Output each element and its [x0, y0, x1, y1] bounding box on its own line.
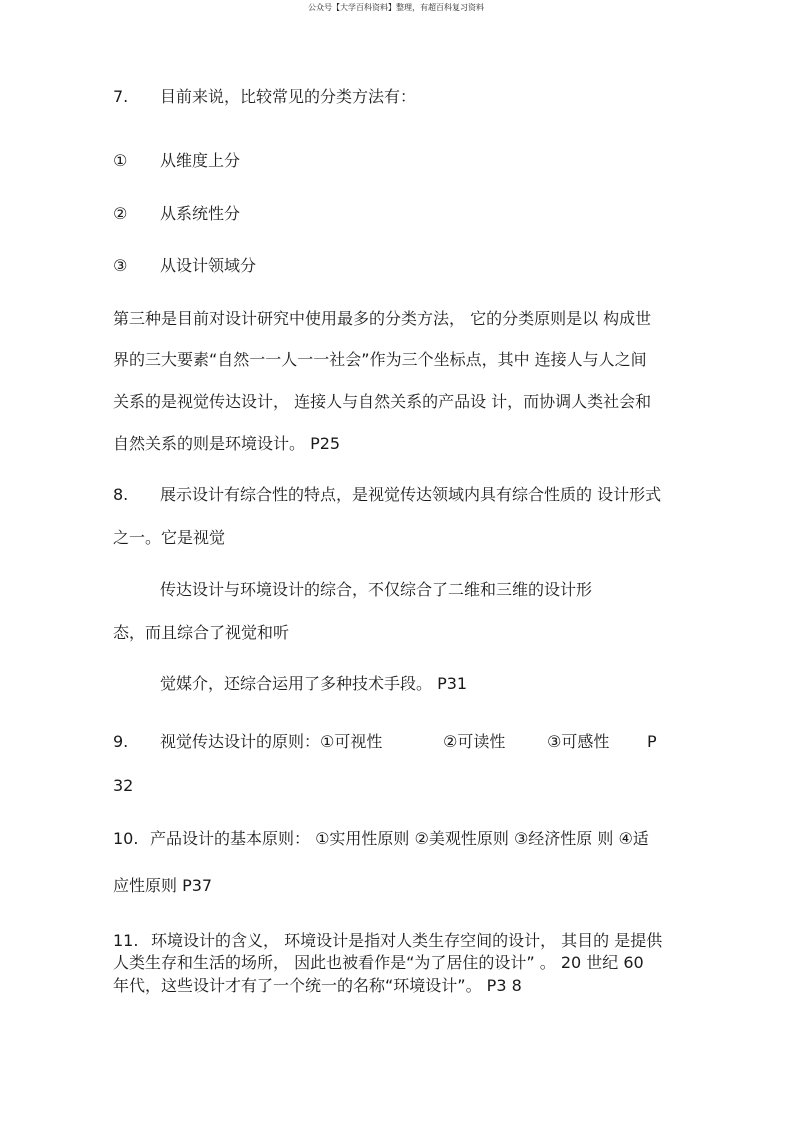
q9-page-b: 32 [113, 776, 134, 795]
q8-line-1-text: 展示设计有综合性的特点，是视觉传达领域内具有综合性质的 设计形式 [160, 485, 662, 504]
q9-text: 视觉传达设计的原则：①可视性 [160, 732, 383, 751]
q7-para-line-3: 关系的是视觉传达设计， 连接人与自然关系的产品设 计，而协调人类社会和 [113, 392, 652, 411]
q8-line-2: 之一。它是视觉 [113, 528, 226, 547]
q7-item-1 [113, 151, 240, 171]
q7-item-1-marker: ① [113, 151, 128, 170]
q7-para-line-4: 自然关系的则是环境设计。 P25 [113, 434, 341, 453]
q8-line-1 [113, 485, 661, 505]
q9-page-a: P [647, 732, 657, 751]
q11-line-1-text: 环境设计的含义， 环境设计是指对人类生存空间的设计， 其目的 是提供 [151, 931, 663, 950]
q7-item-3-text: 从设计领域分 [160, 256, 257, 275]
q10-line-1-text: 产品设计的基本原则： ①实用性原则 ②美观性原则 ③经济性原 则 ④适 [150, 829, 649, 848]
q9-item-2: ②可读性 [443, 732, 506, 751]
q7-item-3 [113, 256, 256, 276]
q7-heading [113, 87, 416, 107]
q10-line-2: 应性原则 P37 [113, 876, 213, 895]
q7-item-2-marker: ② [113, 204, 128, 223]
q8-line-5: 觉媒介，还综合运用了多种技术手段。 P31 [160, 674, 468, 693]
q11-line-2: 人类生存和生活的场所， 因此也被看作是“为了居住的设计” 。 20 世纪 60 [113, 953, 644, 972]
q7-item-1-text: 从维度上分 [160, 151, 241, 170]
q7-number: 7. [113, 87, 129, 106]
page-header: 公众号【大学百科资料】整理，有超百科复习资料 [308, 3, 484, 12]
q10-number: 10. [113, 829, 139, 848]
q8-line-3: 传达设计与环境设计的综合，不仅综合了二维和三维的设计形 [160, 580, 593, 599]
q7-item-3-marker: ③ [113, 256, 128, 275]
q9-item-3: ③可感性 [547, 732, 610, 751]
q8-line-4: 态，而且综合了视觉和听 [113, 623, 290, 642]
q7-para-line-2: 界的三大要素“自然一一人一一社会”作为三个坐标点，其中 连接人与人之间 [113, 350, 647, 369]
q8-number: 8. [113, 485, 129, 504]
q7-para-line-1: 第三种是目前对设计研究中使用最多的分类方法， 它的分类原则是以 构成世 [113, 309, 652, 328]
q10-line-1 [113, 829, 649, 849]
q7-item-2 [113, 204, 240, 224]
q9-line-1 [113, 732, 382, 752]
q9-number: 9. [113, 732, 129, 751]
q11-line-3: 年代，这些设计才有了一个统一的名称“环境设计”。 P3 8 [113, 976, 522, 995]
q7-title: 目前来说，比较常见的分类方法有： [160, 87, 417, 106]
q11-number: 11. [113, 931, 139, 950]
q7-item-2-text: 从系统性分 [160, 204, 241, 223]
q11-line-1 [113, 931, 662, 951]
